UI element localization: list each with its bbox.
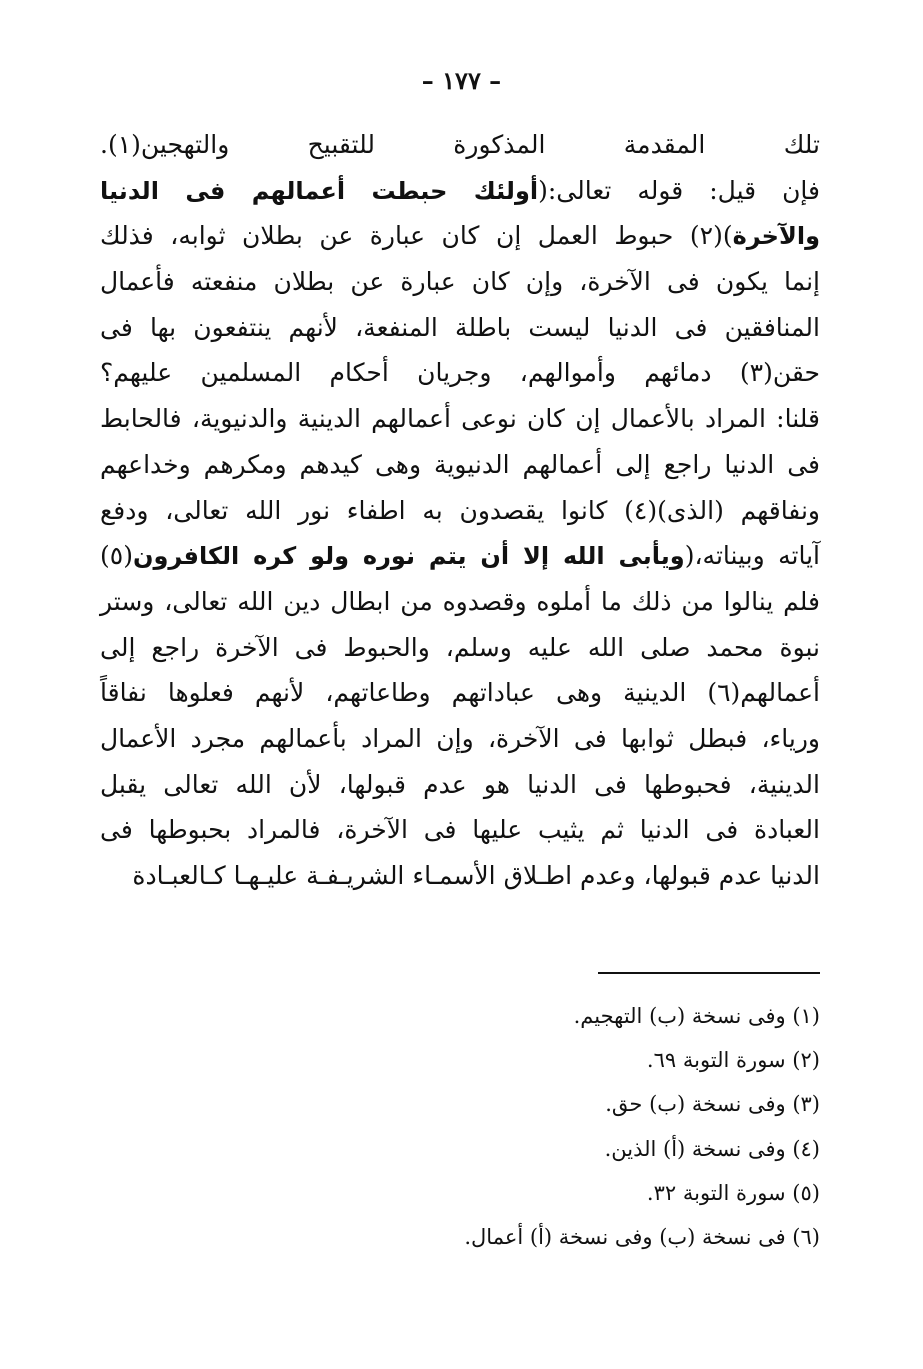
text-run: الدنيا عدم قبولها، وعدم اطـلاق الأسمـاء الشريـفـة عليـهـا كـالعبـادة: [132, 861, 820, 890]
text-line: [100, 670, 820, 716]
footnotes-list: [464, 994, 820, 1259]
text-run: فى الدنيا راجع إلى أعمالهم الدنيوية وهى كيدهم ومكرهم وخداعهم: [100, 449, 820, 479]
footnote-divider: [598, 972, 820, 974]
text-run: أعمالهم(٦) الدينية وهى عباداتهم وطاعاتهم، لأنهم فعلوها نفاقاً: [100, 678, 820, 708]
page-number: – ١٧٧ –: [421, 66, 502, 95]
footnote-item: (١) وفى نسخة (ب) التهجيم.: [573, 1004, 820, 1028]
text-line: [100, 442, 820, 488]
footnote-item: (٢) سورة التوبة ٦٩.: [646, 1048, 820, 1073]
text-run: )(٢) حبوط العمل إن كان عبارة عن بطلان ثوابه، فذلك: [100, 221, 733, 251]
text-line: [100, 579, 820, 625]
text-run: حقن(٣) دمائهم وأموالهم، وجريان أحكام المسلمين عليهم؟: [100, 358, 820, 388]
footnote-item: (٤) وفى نسخة (أ) الذين.: [604, 1136, 820, 1161]
footnote-item: (٣) وفى نسخة (ب) حق.: [605, 1092, 820, 1117]
text-run: آياته وبيناته،(: [684, 541, 821, 571]
text-run: إنما يكون فى الآخرة، وإن كان عبارة عن بطلان منفعته فأعمال: [100, 267, 820, 297]
text-line: [100, 168, 820, 214]
text-run: فإن قيل: قوله تعالى:(: [538, 175, 820, 205]
text-line: [100, 396, 820, 442]
text-line: [100, 625, 820, 671]
text-line: [100, 716, 820, 762]
text-line: [100, 122, 820, 168]
text-line: [100, 305, 820, 351]
text-line: [100, 533, 820, 579]
footnote-item: (٥) سورة التوبة ٣٢.: [646, 1180, 820, 1205]
quran-quote: ويأبى الله إلا أن يتم نوره ولو كره الكافرون: [132, 542, 685, 571]
text-run: فلم ينالوا من ذلك ما أملوه وقصدوه من ابطال دين الله تعالى، وستر: [100, 586, 820, 616]
text-run: (٥): [100, 541, 133, 571]
text-line: [100, 853, 820, 899]
text-line: [100, 350, 820, 396]
text-line: [100, 488, 820, 534]
text-run: الدينية، فحبوطها فى الدنيا هو عدم قبولها، لأن الله تعالى يقبل: [100, 769, 820, 799]
footnote-item: (٦) فى نسخة (ب) وفى نسخة (أ) أعمال.: [464, 1224, 820, 1249]
quran-quote: والآخرة: [732, 222, 820, 251]
text-run: قلنا: المراد بالأعمال إن كان نوعى أعمالهم الدينية والدنيوية، فالحابط: [100, 404, 820, 434]
body-text: [100, 122, 820, 899]
text-line: [100, 259, 820, 305]
quran-quote: أولئك حبطت أعمالهم فى الدنيا: [100, 176, 539, 205]
text-run: المنافقين فى الدنيا ليست باطلة المنفعة، لأنهم ينتفعون بها فى: [100, 312, 820, 342]
text-line: [100, 213, 820, 259]
text-line: [100, 762, 820, 808]
text-run: تلك المقدمة المذكورة للتقبيح والتهجين(١).: [100, 130, 820, 159]
text-run: ونفاقهم (الذى)(٤) كانوا يقصدون به اطفاء نور الله تعالى، ودفع: [100, 495, 820, 525]
text-line: [100, 807, 820, 853]
text-run: العبادة فى الدنيا ثم يثيب عليها فى الآخرة، فالمراد بحبوطها فى: [100, 815, 820, 845]
text-run: نبوة محمد صلى الله عليه وسلم، والحبوط فى الآخرة راجع إلى: [100, 632, 820, 662]
text-run: ورياء، فبطل ثوابها فى الآخرة، وإن المراد بأعمالهم مجرد الأعمال: [100, 723, 820, 753]
